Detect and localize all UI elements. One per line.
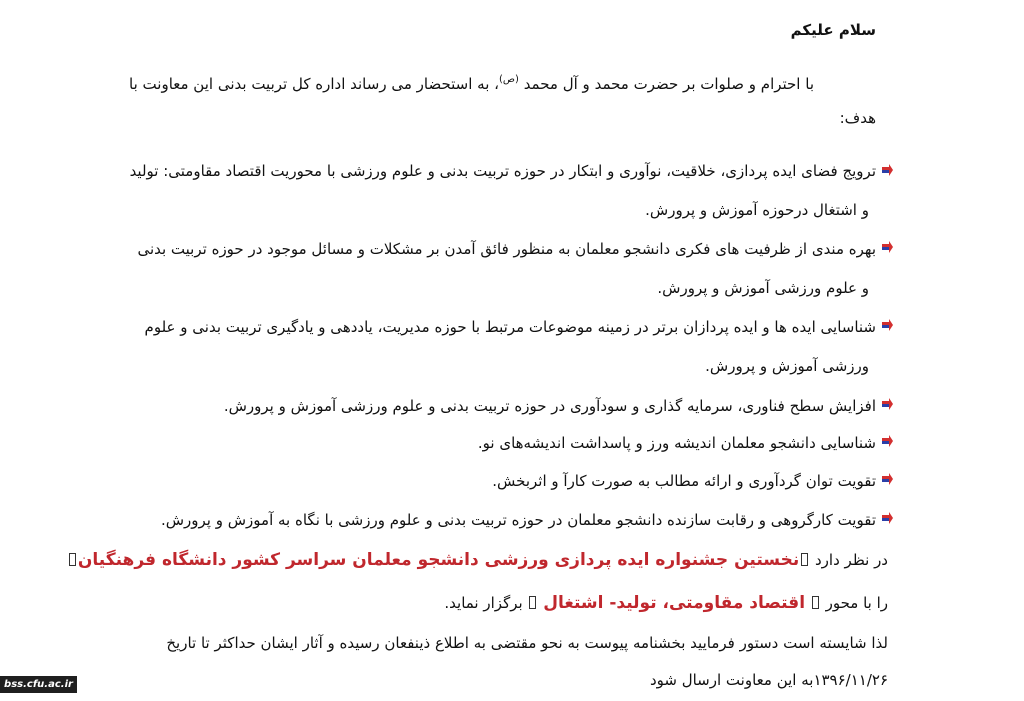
intro-line-1 xyxy=(129,69,814,95)
deadline-date: ۱۳۹۶/۱۱/۲۶ xyxy=(813,671,888,689)
placeholder-box-icon xyxy=(812,596,819,609)
bullet-3-line-1: شناسایی ایده ها و ایده پردازان برتر در زمینه موضوعات مرتبط با حوزه مدیریت، یاددهی و یادگیری تربیت بدنی و علوم xyxy=(144,318,876,336)
festival-name: نخستین جشنواره ایده پردازی ورزشی دانشجو معلمان سراسر کشور دانشگاه فرهنگیان xyxy=(77,550,800,570)
bullet-5-line-1: شناسایی دانشجو معلمان اندیشه ورز و پاسداشت اندیشه‌های نو. xyxy=(477,434,876,452)
arrow-bullet-icon xyxy=(880,163,894,177)
festival-line xyxy=(67,549,888,571)
bullet-6-line-1: تقویت توان گردآوری و ارائه مطالب به صورت کارآ و اثربخش. xyxy=(492,472,876,490)
bullet-3-line-2: ورزشی آموزش و پرورش. xyxy=(705,357,869,375)
intro-text-end: ، به استحضار می رساند اداره کل تربیت بدنی این معاونت با xyxy=(129,75,499,93)
closing-line-1: لذا شایسته است دستور فرمایید بخشنامه پیوست به نحو مقتضی به اطلاع ذینفعان رسیده و آثار ایشان حداکثر تا تاریخ xyxy=(166,634,888,652)
arrow-bullet-icon xyxy=(880,472,894,486)
placeholder-box-icon xyxy=(801,553,808,566)
bullet-2-line-2: و علوم ورزشی آموزش و پرورش. xyxy=(657,279,869,297)
axis-line xyxy=(444,592,888,614)
axis-prefix: را با محور xyxy=(825,594,888,612)
bullet-1-line-1: ترویج فضای ایده پردازی، خلاقیت، نوآوری و ابتکار در حوزه تربیت بدنی و علوم ورزشی با محوریت اقتصاد مقاومتی: تولید xyxy=(129,162,876,180)
closing-line-2 xyxy=(650,669,888,691)
arrow-bullet-icon xyxy=(880,397,894,411)
axis-suffix: برگزار نماید. xyxy=(444,594,523,612)
arrow-bullet-icon xyxy=(880,511,894,525)
bullet-4-line-1: افزایش سطح فناوری، سرمایه گذاری و سودآوری در حوزه تربیت بدنی و علوم ورزشی آموزش و پرورش. xyxy=(223,397,876,415)
arrow-bullet-icon xyxy=(880,240,894,254)
site-watermark: bss.cfu.ac.ir xyxy=(0,676,77,693)
placeholder-box-icon xyxy=(529,596,536,609)
axis-name: اقتصاد مقاومتی، تولید- اشتغال xyxy=(543,593,806,613)
intro-superscript: (ص) xyxy=(499,74,519,85)
festival-prefix: در نظر دارد xyxy=(815,551,888,569)
intro-text-start: با احترام و صلوات بر حضرت محمد و آل محمد xyxy=(523,75,814,93)
arrow-bullet-icon xyxy=(880,318,894,332)
bullet-2-line-1: بهره مندی از ظرفیت های فکری دانشجو معلمان به منظور فائق آمدن بر مشکلات و مسائل موجود در حوزه تربیت بدنی xyxy=(137,240,876,258)
arrow-bullet-icon xyxy=(880,434,894,448)
bullet-7-line-1: تقویت کارگروهی و رقابت سازنده دانشجو معلمان در حوزه تربیت بدنی و علوم ورزشی با نگاه به آموزش و پرورش. xyxy=(160,511,876,529)
greeting: سلام علیکم xyxy=(790,21,876,39)
bullet-1-line-2: و اشتغال درحوزه آموزش و پرورش. xyxy=(645,201,869,219)
intro-line-2: هدف: xyxy=(839,109,876,127)
closing-text: به این معاونت ارسال شود xyxy=(649,671,814,689)
placeholder-box-icon xyxy=(69,553,76,566)
